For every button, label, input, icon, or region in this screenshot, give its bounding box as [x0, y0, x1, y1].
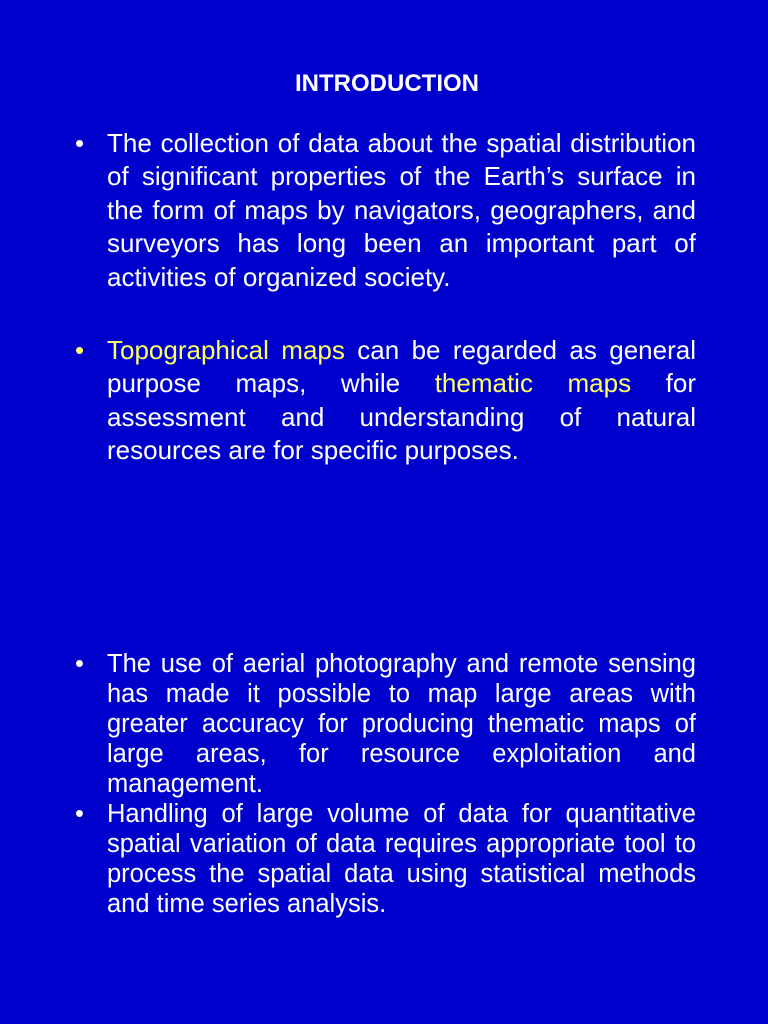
bullet-marker: •	[75, 128, 85, 158]
bullet-text	[107, 334, 696, 468]
bullet-item	[75, 649, 696, 799]
bullet-text: The use of aerial photography and remote sensing has made it possible to map large areas with greater accuracy for producing thematic maps of large areas, for resource exploitation and management.	[107, 650, 696, 798]
bullet-item	[75, 334, 696, 468]
bullet-text-part: can be regarded as general purpose maps, while	[107, 335, 696, 399]
bullet-text: The collection of data about the spatial distribution of significant properties of the Earth’s surface in the form of maps by navigators, geographers, and surveyors has long been an important part of activities of organized society.	[107, 128, 696, 292]
bullet-text-part: for assessment and understanding of natural resources are for specific purposes.	[107, 368, 696, 466]
bullet-marker: •	[75, 800, 84, 828]
bullet-marker: •	[75, 335, 85, 365]
bullet-marker: •	[75, 650, 84, 678]
bullet-item	[75, 799, 696, 919]
slide-title: INTRODUCTION	[295, 70, 479, 97]
highlight-topographical-maps: Topographical maps	[107, 335, 345, 365]
bullet-text: Handling of large volume of data for quantitative spatial variation of data requires appropriate tool to process the spatial data using statistical methods and time series analysis.	[107, 800, 696, 918]
bullet-item	[75, 127, 696, 294]
highlight-thematic-maps: thematic maps	[434, 368, 632, 399]
